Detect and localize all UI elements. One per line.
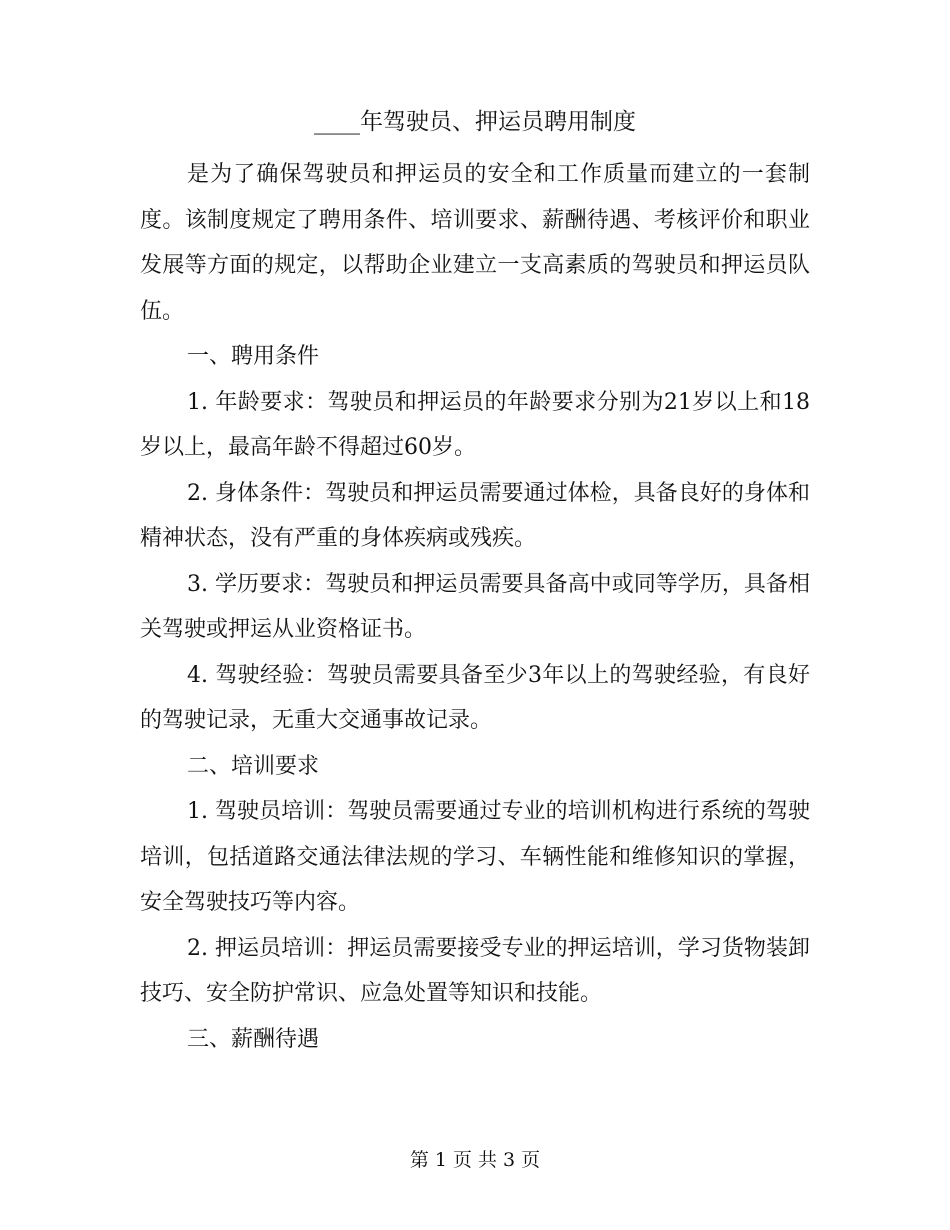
training-driver: 1. 驾驶员培训：驾驶员需要通过专业的培训机构进行系统的驾驶培训，包括道路交通法律法规的学习、车辆性能和维修知识的掌握，安全驾驶技巧等内容。 xyxy=(140,799,810,915)
document-title: ____年驾驶员、押运员聘用制度 xyxy=(314,109,636,135)
document-body xyxy=(140,152,810,1062)
section-heading-hiring-conditions: 一、聘用条件 xyxy=(187,344,320,369)
condition-education: 3. 学历要求：驾驶员和押运员需要具备高中或同等学历，具备相关驾驶或押运从业资格证书。 xyxy=(140,571,810,642)
condition-age: 1. 年龄要求：驾驶员和押运员的年龄要求分别为21岁以上和18岁以上，最高年龄不得超过60岁。 xyxy=(140,389,810,460)
section-heading-training: 二、培训要求 xyxy=(187,753,320,779)
intro-paragraph: 是为了确保驾驶员和押运员的安全和工作质量而建立的一套制度。该制度规定了聘用条件、培训要求、薪酬待遇、考核评价和职业发展等方面的规定，以帮助企业建立一支高素质的驾驶员和押运员队伍。 xyxy=(140,162,810,324)
page-number-footer: 第 1 页 共 3 页 xyxy=(409,1149,541,1171)
condition-experience: 4. 驾驶经验：驾驶员需要具备至少3年以上的驾驶经验，有良好的驾驶记录，无重大交通事故记录。 xyxy=(140,662,810,733)
section-heading-compensation: 三、薪酬待遇 xyxy=(187,1026,320,1052)
condition-health: 2. 身体条件：驾驶员和押运员需要通过体检，具备良好的身体和精神状态，没有严重的身体疾病或残疾。 xyxy=(140,480,810,551)
training-escort: 2. 押运员培训：押运员需要接受专业的押运培训，学习货物装卸技巧、安全防护常识、应急处置等知识和技能。 xyxy=(140,935,810,1006)
